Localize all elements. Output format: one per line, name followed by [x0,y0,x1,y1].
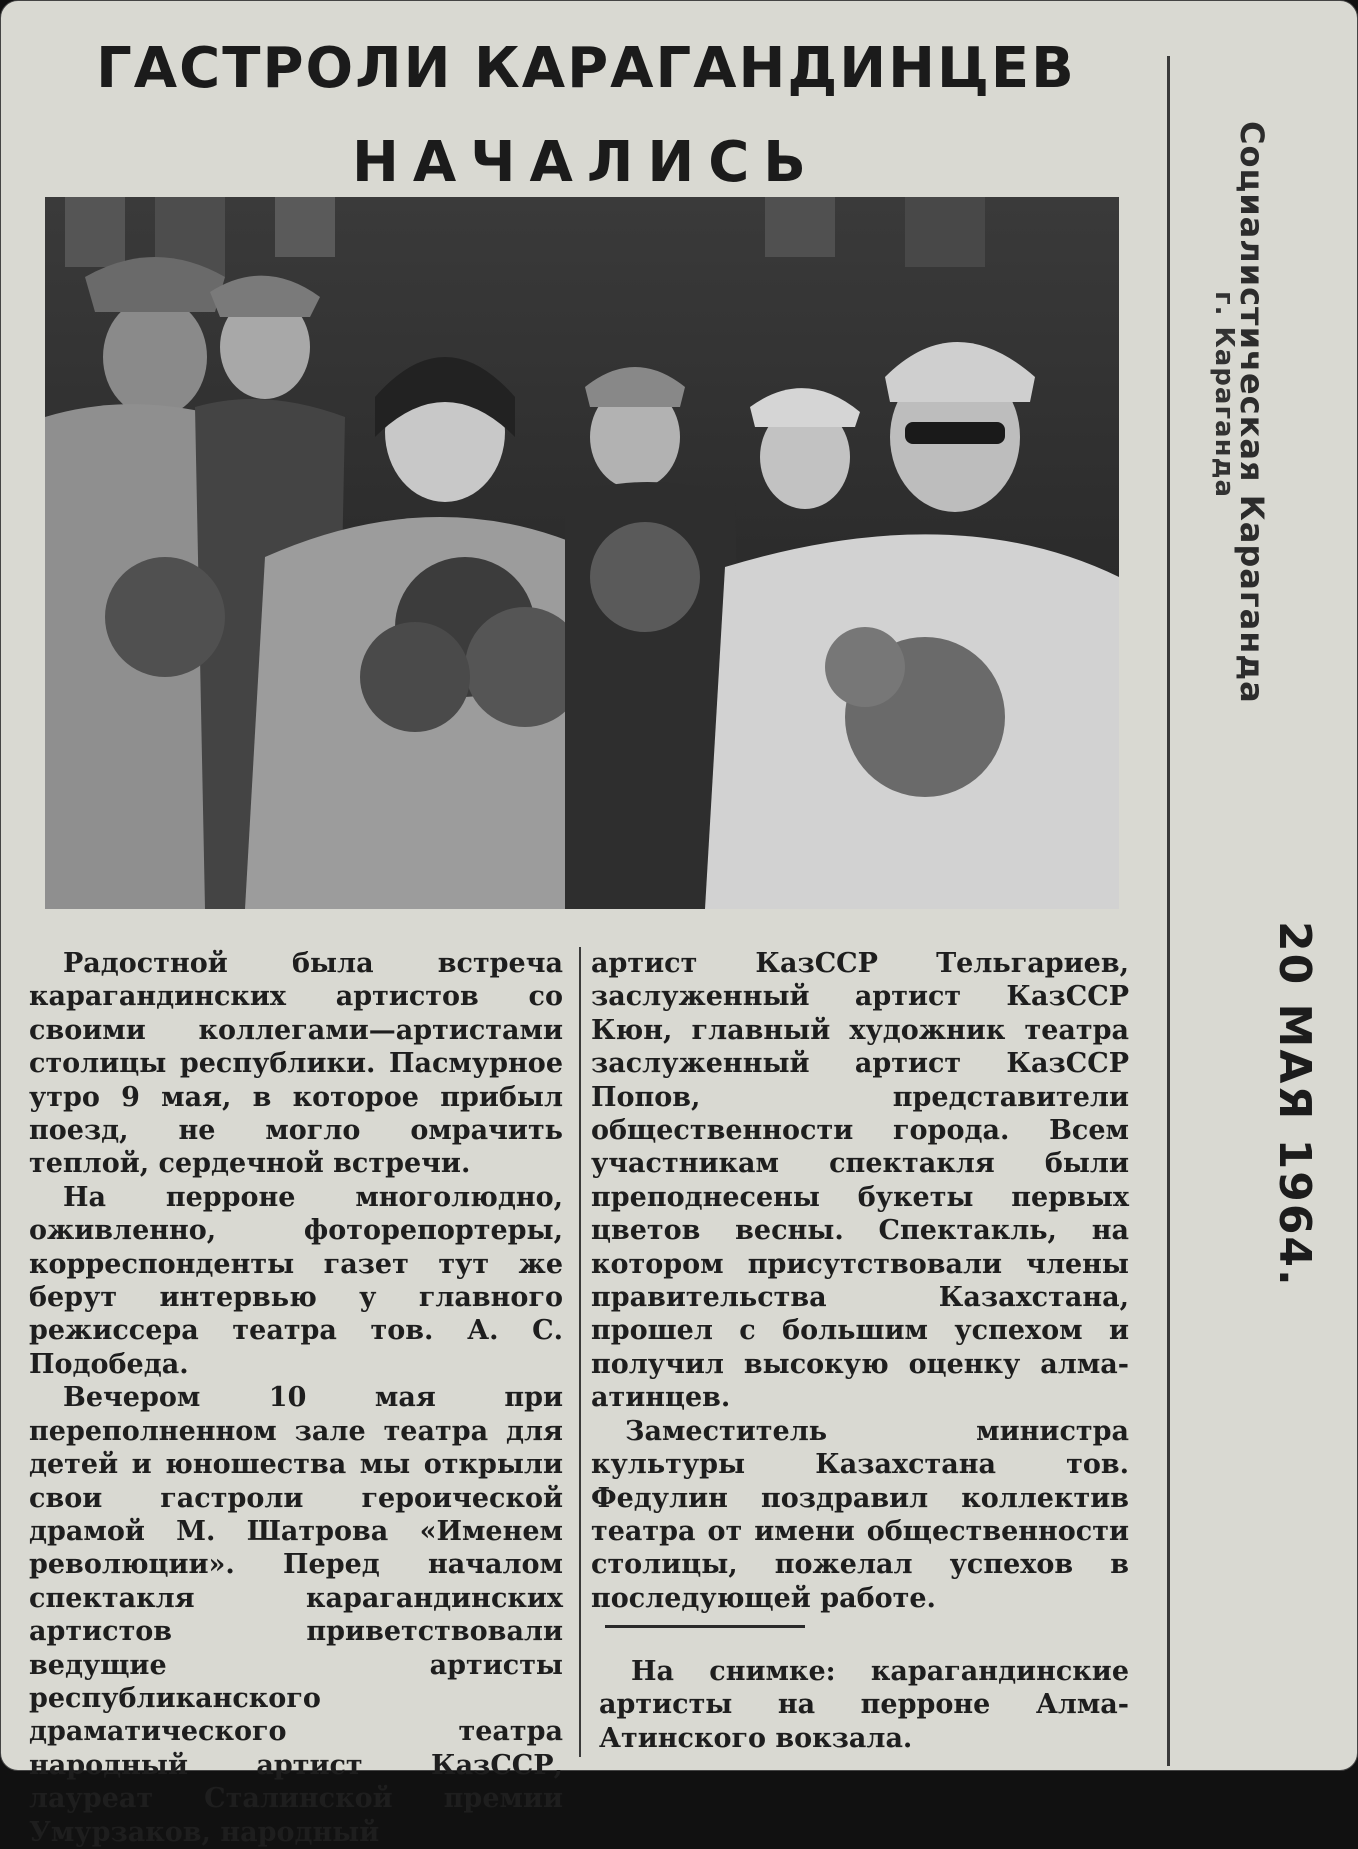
column-divider [579,947,581,1757]
source-stamp: Социалистическая Караганда [1233,121,1271,704]
photo-illustration [45,197,1119,909]
headline-line-2: НАЧАЛИСЬ [352,130,820,195]
margin-rule [1167,56,1170,1766]
article-paragraph: артист КазССР Тельгариев, заслуженный артист КазССР Кюн, главный художник театра заслуженный артист КазССР Попов, представители общественности города. Всем участникам спектакля были преподнесены букеты первых цветов весны. Спектакль, на котором присутствовали члены правительства Казахстана, прошел с большим успехом и получил высокую оценку алма-атинцев. [591,948,1129,1414]
headline [41,31,1131,201]
article-paragraph: На перроне многолюдно, оживленно, фоторепортеры, корреспонденты газет тут же берут интервью у главного режиссера театра тов. А. С. Подобеда. [29,1181,563,1380]
photo-caption: На снимке: карагандинские артисты на перроне Алма-Атинского вокзала. [599,1656,1129,1754]
headline-line-1: ГАСТРОЛИ КАРАГАНДИНЦЕВ [96,36,1076,101]
article-paragraph: Вечером 10 мая при переполненном зале театра для детей и юношества мы открыли свои гастроли героической драмой М. Шатрова «Именем революции». Перед началом спектакля карагандинских артистов приветствовали ведущие артисты республиканского драматического театра народный артист КазССР, лауреат Сталинской премии Умурзаков, народный [29,1382,563,1848]
article-column-left [29,947,563,1849]
article-column-right [591,947,1129,1615]
date-stamp: 20 МАЯ 1964. [1269,921,1320,1288]
city-stamp: г. Караганда [1209,291,1239,499]
article-paragraph: Радостной была встреча карагандинских артистов со своими коллегами—артистами столицы республики. Пасмурное утро 9 мая, в которое прибыл поезд, не могло омрачить теплой, сердечной встречи. [29,948,563,1180]
caption-divider [605,1625,805,1628]
news-photo [45,197,1119,909]
article-paragraph: Заместитель министра культуры Казахстана тов. Федулин поздравил коллектив театра от имени общественности столицы, пожелал успехов в последующей работе. [591,1415,1129,1614]
